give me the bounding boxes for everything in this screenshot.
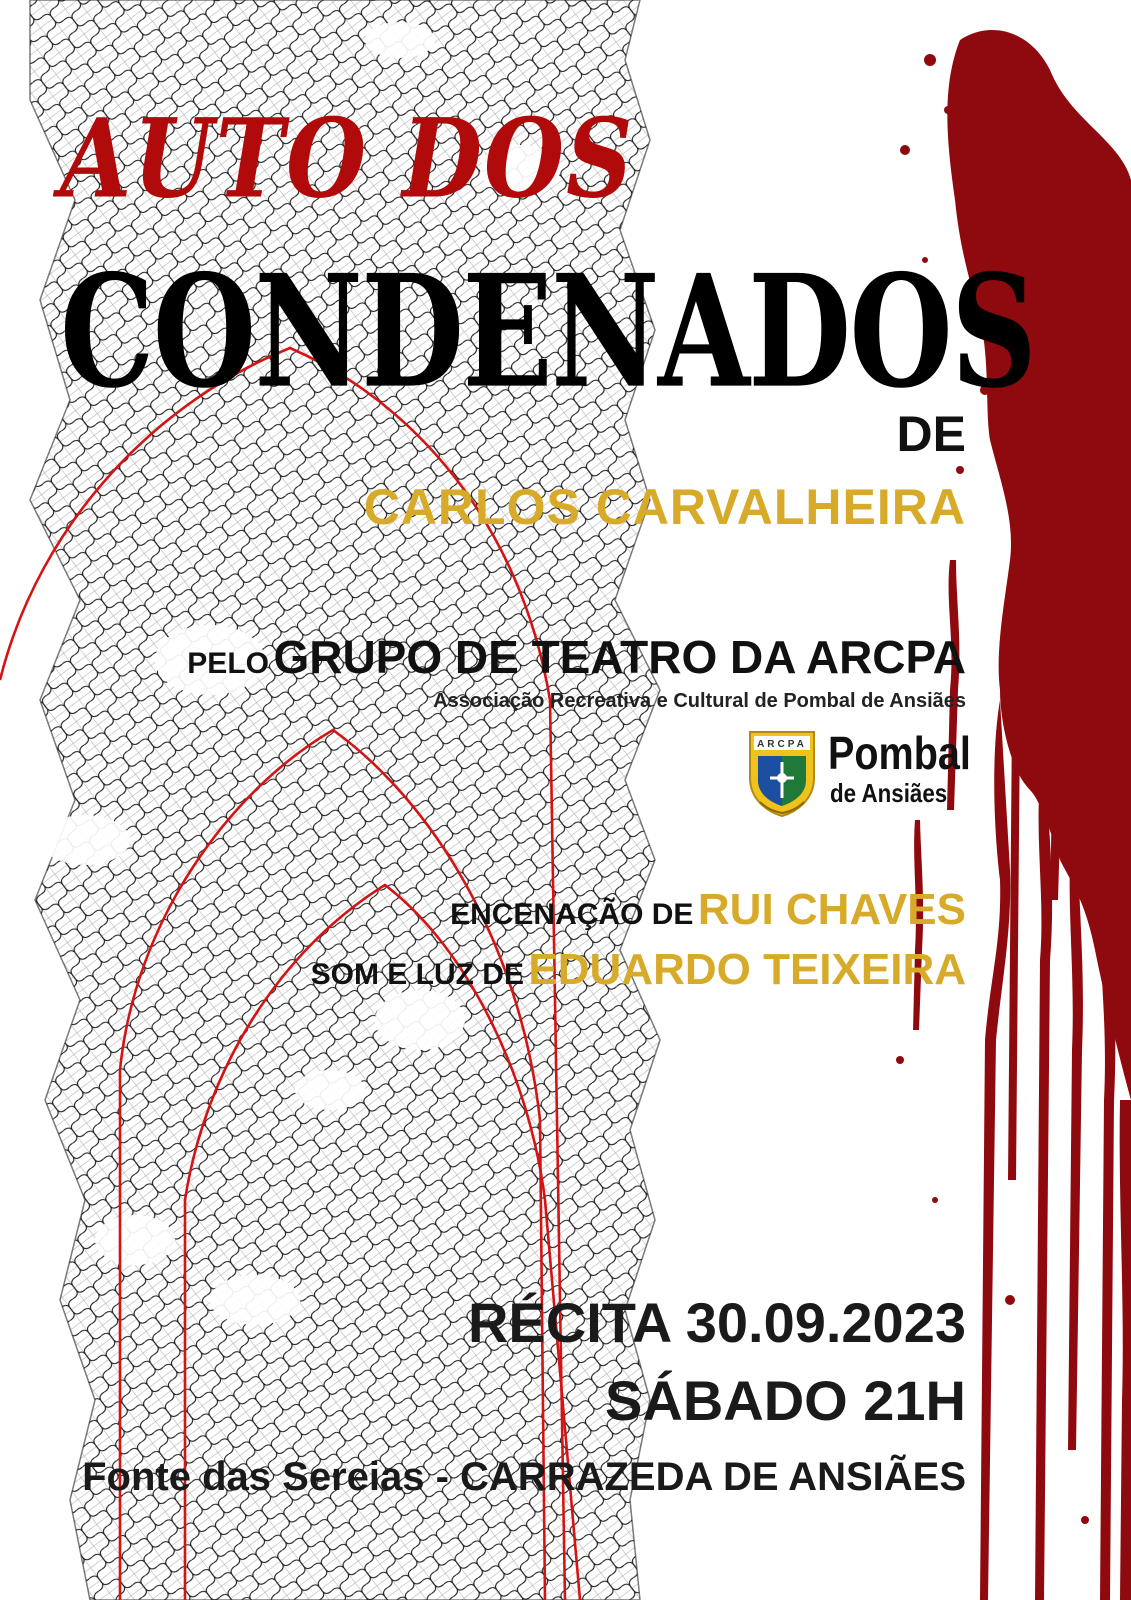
logo-name-line-1: Pombal: [828, 727, 971, 779]
group-prefix: PELO: [187, 647, 269, 680]
credit-name: EDUARDO TEIXEIRA: [528, 945, 966, 994]
logo-badge-text: ARCPA: [757, 739, 807, 750]
arcpa-shield-icon: [746, 728, 818, 818]
group-line: [187, 630, 966, 684]
title-line-2: CONDENADOS: [60, 240, 1036, 423]
title-line-1: AUTO DOS: [60, 95, 635, 223]
credit-label: ENCENAÇÃO DE: [450, 898, 694, 931]
credit-direction: [450, 885, 966, 935]
group-name: GRUPO DE TEATRO DA ARCPA: [273, 631, 966, 683]
pombal-logo: [746, 728, 996, 824]
credit-sound-light: [311, 945, 966, 995]
association-name: Associação Recreativa e Cultural de Pombal de Ansiães: [433, 690, 966, 712]
author-name: CARLOS CARVALHEIRA: [363, 479, 966, 535]
performance-venue: Fonte das Sereias - CARRAZEDA DE ANSIÃES: [82, 1455, 966, 1499]
performance-date: RÉCITA 30.09.2023: [467, 1291, 966, 1354]
performance-day-time: SÁBADO 21H: [605, 1369, 966, 1432]
logo-name-line-2: de Ansiães: [830, 778, 948, 808]
author-prefix: DE: [896, 406, 966, 462]
credit-label: SOM E LUZ DE: [310, 958, 524, 991]
credit-name: RUI CHAVES: [697, 885, 966, 934]
